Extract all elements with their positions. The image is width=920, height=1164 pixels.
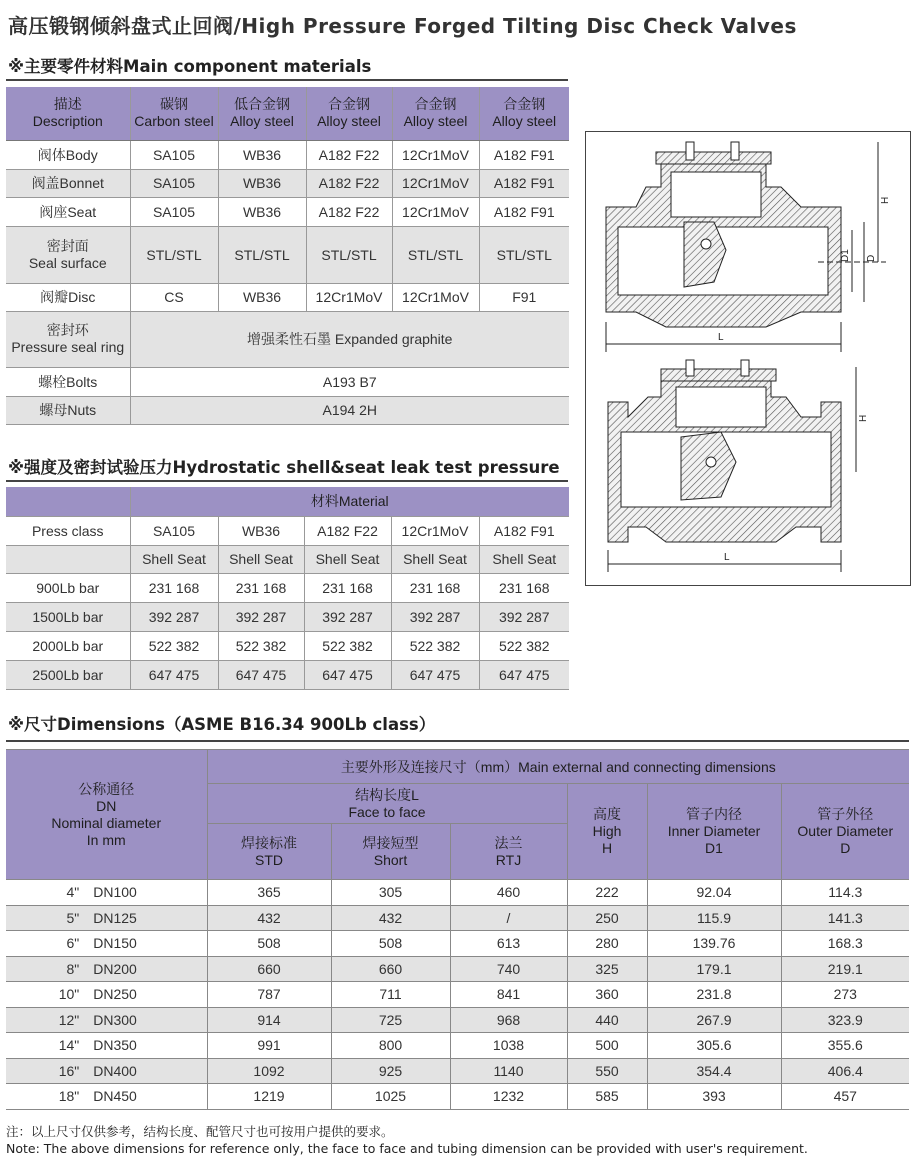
pressure-materials-row	[6, 516, 569, 545]
dimensions-row	[6, 1033, 909, 1059]
materials-table	[6, 87, 569, 425]
dn-header-line: Nominal diameter	[51, 814, 162, 831]
materials-header-cell	[218, 87, 306, 140]
col-cn: 焊接标准	[241, 834, 297, 851]
materials-row	[6, 140, 569, 169]
size-inch: 14"	[58, 1037, 80, 1054]
dim-rtj: 968	[450, 1007, 567, 1033]
pressure-value: 647 475	[130, 660, 218, 689]
label-en: Pressure seal ring	[11, 339, 125, 355]
ftf-column-header	[331, 824, 450, 880]
pressure-value: 647 475	[391, 660, 479, 689]
dim-rtj: /	[450, 905, 567, 931]
col-en: STD	[255, 851, 283, 868]
dim-h: 325	[567, 956, 647, 982]
pressure-value: 231 168	[218, 573, 304, 602]
shell-seat-label: Shell Seat	[218, 545, 304, 573]
header-en: Alloy steel	[492, 113, 557, 130]
materials-row	[6, 367, 569, 396]
pressure-value: 522 382	[218, 631, 304, 660]
materials-row-label: 阀体Body	[6, 140, 130, 169]
materials-row-label: 阀座Seat	[6, 197, 130, 226]
pressure-value: 522 382	[304, 631, 391, 660]
pressure-material-cell: 12Cr1MoV	[391, 516, 479, 545]
flanged-valve-section	[608, 360, 856, 572]
dim-d: 406.4	[781, 1058, 909, 1084]
drawing-label-d1: D1	[840, 249, 851, 262]
materials-row-label	[6, 311, 130, 367]
pressure-value: 392 287	[391, 602, 479, 631]
materials-span-cell: A194 2H	[130, 396, 569, 424]
dim-short: 800	[331, 1033, 450, 1059]
height-header-line: H	[601, 840, 613, 856]
pressure-value: 231 168	[304, 573, 391, 602]
ftf-line: Face to face	[348, 803, 426, 820]
dim-d: 457	[781, 1084, 909, 1110]
material-header: 材料Material	[130, 487, 569, 516]
header-en: Description	[32, 113, 103, 130]
size-inch: 5"	[66, 909, 80, 926]
label-cn: 密封面	[46, 237, 89, 254]
inner-diameter-header-line: D1	[705, 840, 723, 856]
dim-short: 508	[331, 931, 450, 957]
pressure-class: 1500Lb bar	[6, 602, 130, 631]
materials-cell: A182 F22	[306, 169, 392, 197]
materials-cell: STL/STL	[479, 226, 569, 283]
materials-cell: SA105	[130, 140, 218, 169]
dimensions-row	[6, 1058, 909, 1084]
materials-cell: 12Cr1MoV	[306, 283, 392, 311]
dim-d: 273	[781, 982, 909, 1008]
size-inch: 4"	[66, 884, 80, 901]
dimensions-row	[6, 956, 909, 982]
size-inch: 8"	[66, 960, 80, 977]
dimensions-row	[6, 880, 909, 906]
ftf-column-header	[450, 824, 567, 880]
materials-row	[6, 169, 569, 197]
pressure-subheader-blank	[6, 545, 130, 573]
pressure-material-cell: SA105	[130, 516, 218, 545]
materials-cell: A182 F91	[479, 140, 569, 169]
materials-rule	[6, 79, 568, 81]
dim-d1: 305.6	[647, 1033, 781, 1059]
drawing-label-d: D	[866, 254, 877, 262]
shell-seat-label: Shell Seat	[304, 545, 391, 573]
header-cn: 低合金钢	[234, 96, 290, 113]
pressure-header-blank	[6, 487, 130, 516]
size-dn: DN125	[93, 909, 137, 926]
materials-cell: STL/STL	[218, 226, 306, 283]
pressure-value: 392 287	[479, 602, 569, 631]
materials-row	[6, 197, 569, 226]
dimensions-rule	[6, 740, 909, 742]
dim-std: 508	[207, 931, 331, 957]
dn-header-line: DN	[96, 797, 117, 814]
dimensions-row	[6, 982, 909, 1008]
materials-cell: WB36	[218, 197, 306, 226]
dim-std: 787	[207, 982, 331, 1008]
materials-row	[6, 396, 569, 424]
nominal-size	[6, 1084, 207, 1110]
pressure-row	[6, 602, 569, 631]
materials-cell: 12Cr1MoV	[392, 140, 479, 169]
dn-header	[6, 750, 207, 880]
materials-cell: A182 F91	[479, 197, 569, 226]
dim-short: 725	[331, 1007, 450, 1033]
press-class-label: Press class	[6, 516, 130, 545]
dim-short: 711	[331, 982, 450, 1008]
materials-cell: 12Cr1MoV	[392, 283, 479, 311]
materials-cell: STL/STL	[130, 226, 218, 283]
shell-seat-label: Shell Seat	[391, 545, 479, 573]
drawing-label-l-bottom: L	[724, 552, 730, 563]
inner-diameter-header-line: Inner Diameter	[667, 823, 761, 839]
dim-std: 1219	[207, 1084, 331, 1110]
header-en: Alloy steel	[317, 113, 381, 130]
page-title: 高压锻钢倾斜盘式止回阀/High Pressure Forged Tilting Disc Check Valves	[8, 14, 797, 38]
nominal-size	[6, 1058, 207, 1084]
valve-cross-section-drawing	[586, 132, 910, 585]
nominal-size	[6, 905, 207, 931]
dim-std: 432	[207, 905, 331, 931]
pressure-value: 231 168	[391, 573, 479, 602]
dim-rtj: 1038	[450, 1033, 567, 1059]
dim-d1: 354.4	[647, 1058, 781, 1084]
height-header-line: High	[592, 823, 622, 839]
dim-rtj: 1232	[450, 1084, 567, 1110]
dim-rtj: 613	[450, 931, 567, 957]
materials-row-label	[6, 226, 130, 283]
dimensions-row	[6, 905, 909, 931]
dim-h: 360	[567, 982, 647, 1008]
dimensions-table	[6, 749, 909, 1110]
dim-h: 222	[567, 880, 647, 906]
pressure-value: 522 382	[130, 631, 218, 660]
pressure-row	[6, 573, 569, 602]
header-cn: 碳钢	[160, 96, 188, 113]
materials-cell: F91	[479, 283, 569, 311]
dim-rtj: 460	[450, 880, 567, 906]
header-cn: 描述	[53, 96, 82, 113]
dim-rtj: 740	[450, 956, 567, 982]
materials-row	[6, 311, 569, 367]
dim-short: 925	[331, 1058, 450, 1084]
materials-header-cell	[6, 87, 130, 140]
pressure-value: 231 168	[130, 573, 218, 602]
pressure-row	[6, 660, 569, 689]
dim-d1: 115.9	[647, 905, 781, 931]
nominal-size	[6, 982, 207, 1008]
materials-span-cell: 增强柔性石墨 Expanded graphite	[130, 311, 569, 367]
drawing-label-h-bottom: H	[858, 414, 869, 422]
size-dn: DN450	[93, 1088, 137, 1105]
dimensions-section-heading: ※尺寸Dimensions（ASME B16.34 900Lb class）	[8, 715, 436, 734]
ftf-line: 结构长度L	[355, 786, 419, 803]
pressure-value: 647 475	[479, 660, 569, 689]
materials-cell: A182 F22	[306, 197, 392, 226]
materials-row	[6, 283, 569, 311]
dim-d: 168.3	[781, 931, 909, 957]
pressure-class: 2500Lb bar	[6, 660, 130, 689]
dim-short: 305	[331, 880, 450, 906]
dim-d1: 267.9	[647, 1007, 781, 1033]
materials-cell: WB36	[218, 140, 306, 169]
dim-std: 660	[207, 956, 331, 982]
header-cn: 合金钢	[328, 96, 370, 113]
pressure-header-row	[6, 487, 569, 516]
inner-diameter-header-line: 管子内径	[686, 806, 742, 822]
dim-rtj: 841	[450, 982, 567, 1008]
dim-d: 219.1	[781, 956, 909, 982]
dim-short: 432	[331, 905, 450, 931]
materials-header-cell	[479, 87, 569, 140]
materials-row-label: 螺栓Bolts	[6, 367, 130, 396]
note-chinese: 注：以上尺寸仅供参考，结构长度、配管尺寸也可按用户提供的要求。	[6, 1124, 394, 1139]
dim-h: 500	[567, 1033, 647, 1059]
col-en: RTJ	[495, 851, 522, 868]
col-cn: 焊接短型	[362, 834, 419, 851]
materials-span-cell: A193 B7	[130, 367, 569, 396]
header-en: Alloy steel	[403, 113, 468, 130]
nominal-size	[6, 1033, 207, 1059]
dim-std: 1092	[207, 1058, 331, 1084]
dimensions-row	[6, 1084, 909, 1110]
dim-std: 991	[207, 1033, 331, 1059]
drawing-label-l-top: L	[718, 332, 724, 343]
pressure-class: 900Lb bar	[6, 573, 130, 602]
shell-seat-label: Shell Seat	[130, 545, 218, 573]
dim-d1: 231.8	[647, 982, 781, 1008]
materials-cell: STL/STL	[392, 226, 479, 283]
size-dn: DN100	[93, 884, 137, 901]
ftf-column-header	[207, 824, 331, 880]
label-cn: 密封环	[46, 322, 89, 338]
materials-header-row	[6, 87, 569, 140]
pressure-value: 647 475	[218, 660, 304, 689]
size-dn: DN350	[93, 1037, 137, 1054]
size-dn: DN300	[93, 1011, 137, 1028]
size-dn: DN150	[93, 935, 137, 952]
dim-std: 914	[207, 1007, 331, 1033]
pressure-class: 2000Lb bar	[6, 631, 130, 660]
note-english: Note: The above dimensions for reference only, the face to face and tubing dimension can be provided with user's requirement.	[6, 1141, 808, 1156]
materials-cell: WB36	[218, 169, 306, 197]
dim-d1: 393	[647, 1084, 781, 1110]
header-en: Alloy steel	[230, 113, 294, 130]
shell-seat-label: Shell Seat	[479, 545, 569, 573]
col-cn: 法兰	[494, 834, 523, 851]
outer-diameter-header-line: 管子外径	[817, 806, 874, 822]
pressure-value: 392 287	[130, 602, 218, 631]
materials-header-cell	[130, 87, 218, 140]
pressure-row	[6, 631, 569, 660]
size-inch: 12"	[58, 1011, 80, 1028]
materials-row-label: 螺母Nuts	[6, 396, 130, 424]
materials-row-label: 阀盖Bonnet	[6, 169, 130, 197]
face-to-face-header	[207, 784, 567, 824]
pressure-subheader-row	[6, 545, 569, 573]
pressure-value: 522 382	[391, 631, 479, 660]
pressure-value: 392 287	[304, 602, 391, 631]
label-en: Seal surface	[28, 254, 107, 271]
materials-header-cell	[306, 87, 392, 140]
size-inch: 10"	[58, 986, 80, 1003]
outer-diameter-header-line: Outer Diameter	[797, 823, 894, 839]
pressure-value: 392 287	[218, 602, 304, 631]
outer-diameter-header	[781, 784, 909, 880]
materials-section-heading: ※主要零件材料Main component materials	[8, 57, 372, 76]
dim-short: 1025	[331, 1084, 450, 1110]
test-pressure-section-heading: ※强度及密封试验压力Hydrostatic shell&seat leak test pressure	[8, 458, 560, 477]
pressure-material-cell: A182 F22	[304, 516, 391, 545]
outer-diameter-header-line: D	[840, 840, 851, 856]
materials-cell: 12Cr1MoV	[392, 197, 479, 226]
weld-end-valve-section	[606, 142, 886, 352]
dim-h: 280	[567, 931, 647, 957]
dimensions-row	[6, 1007, 909, 1033]
header-cn: 合金钢	[503, 96, 546, 113]
test-pressure-rule	[6, 480, 568, 482]
pressure-value: 231 168	[479, 573, 569, 602]
pressure-value: 647 475	[304, 660, 391, 689]
header-cn: 合金钢	[414, 96, 457, 113]
dim-d1: 139.76	[647, 931, 781, 957]
materials-cell: A182 F91	[479, 169, 569, 197]
size-dn: DN200	[93, 960, 137, 977]
materials-header-cell	[392, 87, 479, 140]
materials-row	[6, 226, 569, 283]
nominal-size	[6, 931, 207, 957]
valve-drawing-frame	[585, 131, 911, 586]
dim-short: 660	[331, 956, 450, 982]
pressure-material-cell: WB36	[218, 516, 304, 545]
dim-h: 250	[567, 905, 647, 931]
main-dimensions-header: 主要外形及连接尺寸（mm）Main external and connecting dimensions	[207, 750, 909, 784]
dim-d1: 92.04	[647, 880, 781, 906]
materials-cell: SA105	[130, 169, 218, 197]
dim-h: 550	[567, 1058, 647, 1084]
dim-h: 440	[567, 1007, 647, 1033]
height-header	[567, 784, 647, 880]
height-header-line: 高度	[593, 806, 621, 822]
dim-d1: 179.1	[647, 956, 781, 982]
dimensions-row	[6, 931, 909, 957]
dim-std: 365	[207, 880, 331, 906]
col-en: Short	[373, 851, 408, 868]
size-inch: 6"	[66, 935, 80, 952]
materials-cell: A182 F22	[306, 140, 392, 169]
size-inch: 18"	[58, 1088, 80, 1105]
nominal-size	[6, 1007, 207, 1033]
nominal-size	[6, 956, 207, 982]
materials-cell: CS	[130, 283, 218, 311]
dims-header-row-1	[6, 750, 909, 784]
size-dn: DN400	[93, 1062, 137, 1079]
dim-d: 355.6	[781, 1033, 909, 1059]
pressure-table	[6, 487, 569, 690]
dim-d: 141.3	[781, 905, 909, 931]
dim-d: 323.9	[781, 1007, 909, 1033]
pressure-material-cell: A182 F91	[479, 516, 569, 545]
materials-cell: SA105	[130, 197, 218, 226]
pressure-value: 522 382	[479, 631, 569, 660]
dim-d: 114.3	[781, 880, 909, 906]
materials-row-label: 阀瓣Disc	[6, 283, 130, 311]
dim-rtj: 1140	[450, 1058, 567, 1084]
drawing-label-h-top: H	[880, 196, 891, 204]
size-inch: 16"	[58, 1062, 80, 1079]
dim-h: 585	[567, 1084, 647, 1110]
dn-header-line: In mm	[86, 831, 126, 848]
nominal-size	[6, 880, 207, 906]
header-en: Carbon steel	[134, 113, 214, 130]
materials-cell: STL/STL	[306, 226, 392, 283]
size-dn: DN250	[93, 986, 137, 1003]
inner-diameter-header	[647, 784, 781, 880]
dn-header-line: 公称通径	[78, 780, 135, 797]
materials-cell: WB36	[218, 283, 306, 311]
materials-cell: 12Cr1MoV	[392, 169, 479, 197]
